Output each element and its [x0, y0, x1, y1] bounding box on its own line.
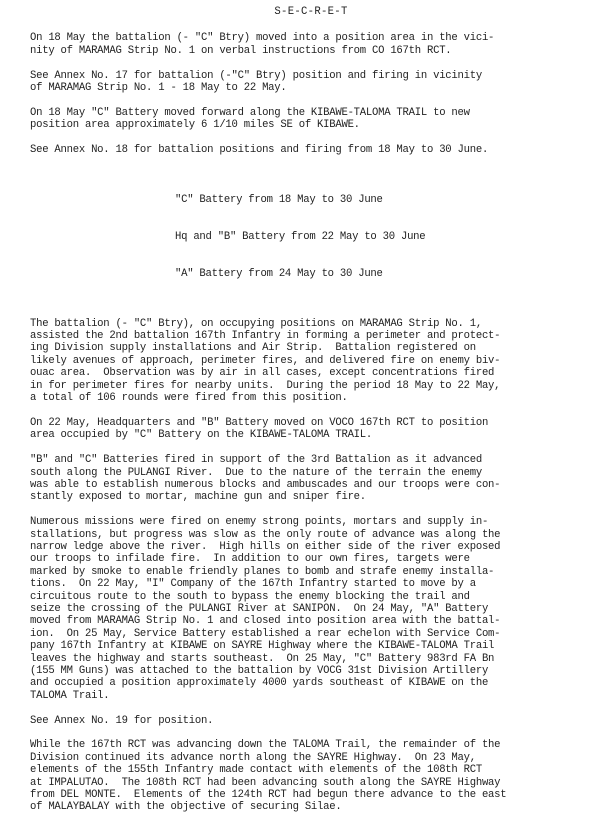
paragraph: See Annex No. 19 for position.: [30, 714, 214, 727]
paragraph: While the 167th RCT was advancing down the TALOMA Trail, the remainder of the Division continued its advance north along the SAYRE Highway. On 23 May, elements of the 155th Infantry made contact with elements of the 108th RCT at IMPALUTAO. The 108th RCT had been advancing south along the SAYRE Highway from DEL MONTE. Elements of the 124th RCT had begun there advance to the east of MALAYBALAY with the objective of securing Silae.: [30, 739, 507, 814]
paragraph: "B" and "C" Batteries fired in support of the 3rd Battalion as it advanced south along the PULANGI River. Due to the nature of the terrain the enemy was able to establish numerous blocks and ambuscades and our troops were con- stantly exposed to mortar, machine gun and sniper fire.: [30, 454, 501, 504]
paragraph: On 18 May "C" Battery moved forward along the KIBAWE-TALOMA TRAIL to new position area approximately 6 1/10 miles SE of KIBAWE.: [30, 106, 470, 132]
paragraph: See Annex No. 18 for battalion positions and firing from 18 May to 30 June.: [30, 144, 489, 157]
battery-position-list: [175, 169, 576, 305]
battery-list-item: "A" Battery from 24 May to 30 June: [175, 268, 383, 281]
paragraph: See Annex No. 17 for battalion (-"C" Btry) position and firing in vicinity of MARAMAG Strip No. 1 - 18 May to 22 May.: [30, 69, 482, 95]
classification-header: S-E-C-R-E-T: [274, 6, 348, 18]
paragraph: On 18 May the battalion (- "C" Btry) moved into a position area in the vici- nity of MARAMAG Strip No. 1 on verbal instructions from CO 167th RCT.: [30, 32, 495, 57]
paragraph: Numerous missions were fired on enemy strong points, mortars and supply in- stallations, but progress was slow as the only route of advance was along the narrow ledge above the river. High hills on either side of the river exposed our troops to infilade fire. In addition to our own fires, targets were marked by smoke to enable friendly planes to bomb and strafe enemy installa- tions. On 22 May, "I" Company of the 167th Infantry started to move by a circuitous route to the south to bypass the enemy blocking the trail and seize the crossing of the PULANGI River at SANIPON. On 24 May, "A" Battery moved from MARAMAG Strip No. 1 and closed into position area with the battal- ion. On 25 May, Service Battery established a rear echelon with Service Com- pany 167th Infantry at KIBAWE on SAYRE Highway where the KIBAWE-TALOMA Trail leaves the highway and starts southeast. On 25 May, "C" Battery 983rd FA Bn (155 MM Guns) was attached to the battalion by VOCG 31st Division Artillery and occupied a position approximately 4000 yards southeast of KIBAWE on the TALOMA Trail.: [30, 516, 501, 702]
battery-list-item: Hq and "B" Battery from 22 May to 30 June: [175, 230, 426, 243]
paragraph: The battalion (- "C" Btry), on occupying positions on MARAMAG Strip No. 1, assisted the 2nd battalion 167th Infantry in forming a perimeter and protect- ing Division supply installations and Air Strip. Battalion registered on likely avenues of approach, perimeter fires, and delivered fire on enemy biv- ouac area. Observation was by air in all cases, except concentrations fired in for perimeter fires for nearby units. During the period 18 May to 22 May, a total of 106 rounds were fired from this position.: [30, 317, 501, 405]
battery-list-item: "C" Battery from 18 May to 30 June: [175, 193, 383, 206]
paragraph: On 22 May, Headquarters and "B" Battery moved on VOCO 167th RCT to position area occupied by "C" Battery on the KIBAWE-TALOMA TRAIL.: [30, 416, 489, 442]
